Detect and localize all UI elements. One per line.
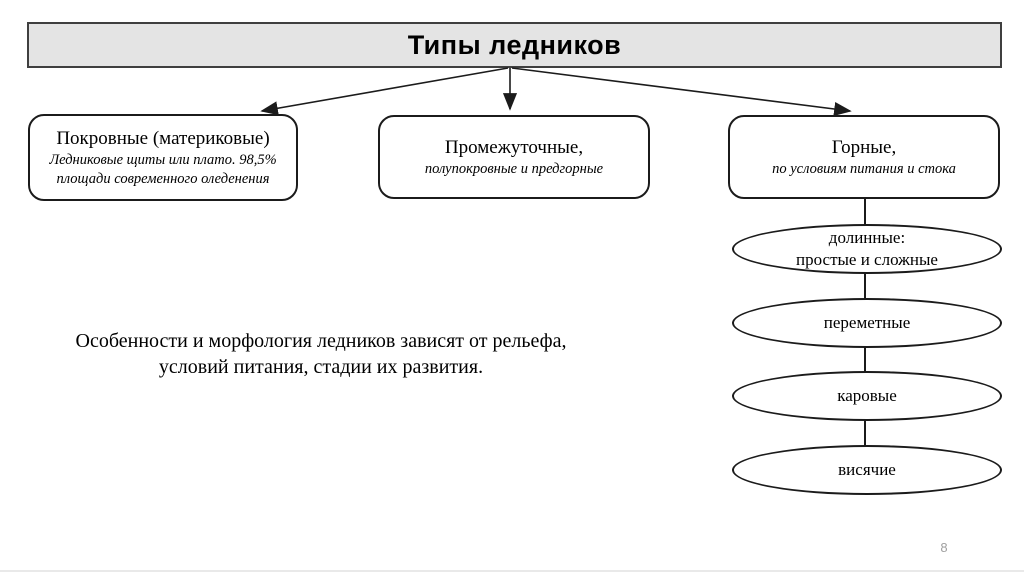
node-promezhutochnye-title: Промежуточные, <box>444 136 584 158</box>
subtype-visyachie-label: висячие <box>838 460 896 479</box>
subtype-dolinnye-line-1: долинные: <box>828 228 906 247</box>
node-gornye-title: Горные, <box>831 136 897 158</box>
subtype-peremetnye-label: переметные <box>823 313 911 332</box>
page-number: 8 <box>940 540 948 555</box>
subtype-karovye <box>732 371 1002 421</box>
note-line-2: условий питания, стадии их развития. <box>158 356 484 378</box>
node-pokrovnye-subtitle-line-2: площади современного оледенения <box>56 170 270 187</box>
note-line-1: Особенности и морфология ледников зависят от рельефа, <box>75 330 567 352</box>
subtype-karovye-label: каровые <box>837 386 897 405</box>
node-gornye <box>728 115 1000 199</box>
node-promezhutochnye <box>378 115 650 199</box>
node-pokrovnye-subtitle-line-1: Ледниковые щиты или плато. 98,5% <box>49 151 277 168</box>
arrow-title-to-pokrovnye <box>262 68 508 111</box>
subtype-dolinnye-line-2: простые и сложные <box>796 250 938 269</box>
node-promezhutochnye-subtitle: полупокровные и предгорные <box>424 160 604 177</box>
node-gornye-subtitle: по условиям питания и стока <box>772 160 956 177</box>
arrow-title-to-gornye <box>512 68 850 111</box>
note-text <box>71 328 571 380</box>
subtype-peremetnye <box>732 298 1002 348</box>
slide-title: Типы ледников <box>407 29 622 60</box>
subtype-visyachie <box>732 445 1002 495</box>
node-pokrovnye-title: Покровные (материковые) <box>56 127 270 149</box>
subtype-dolinnye <box>732 224 1002 274</box>
node-pokrovnye <box>28 114 298 201</box>
